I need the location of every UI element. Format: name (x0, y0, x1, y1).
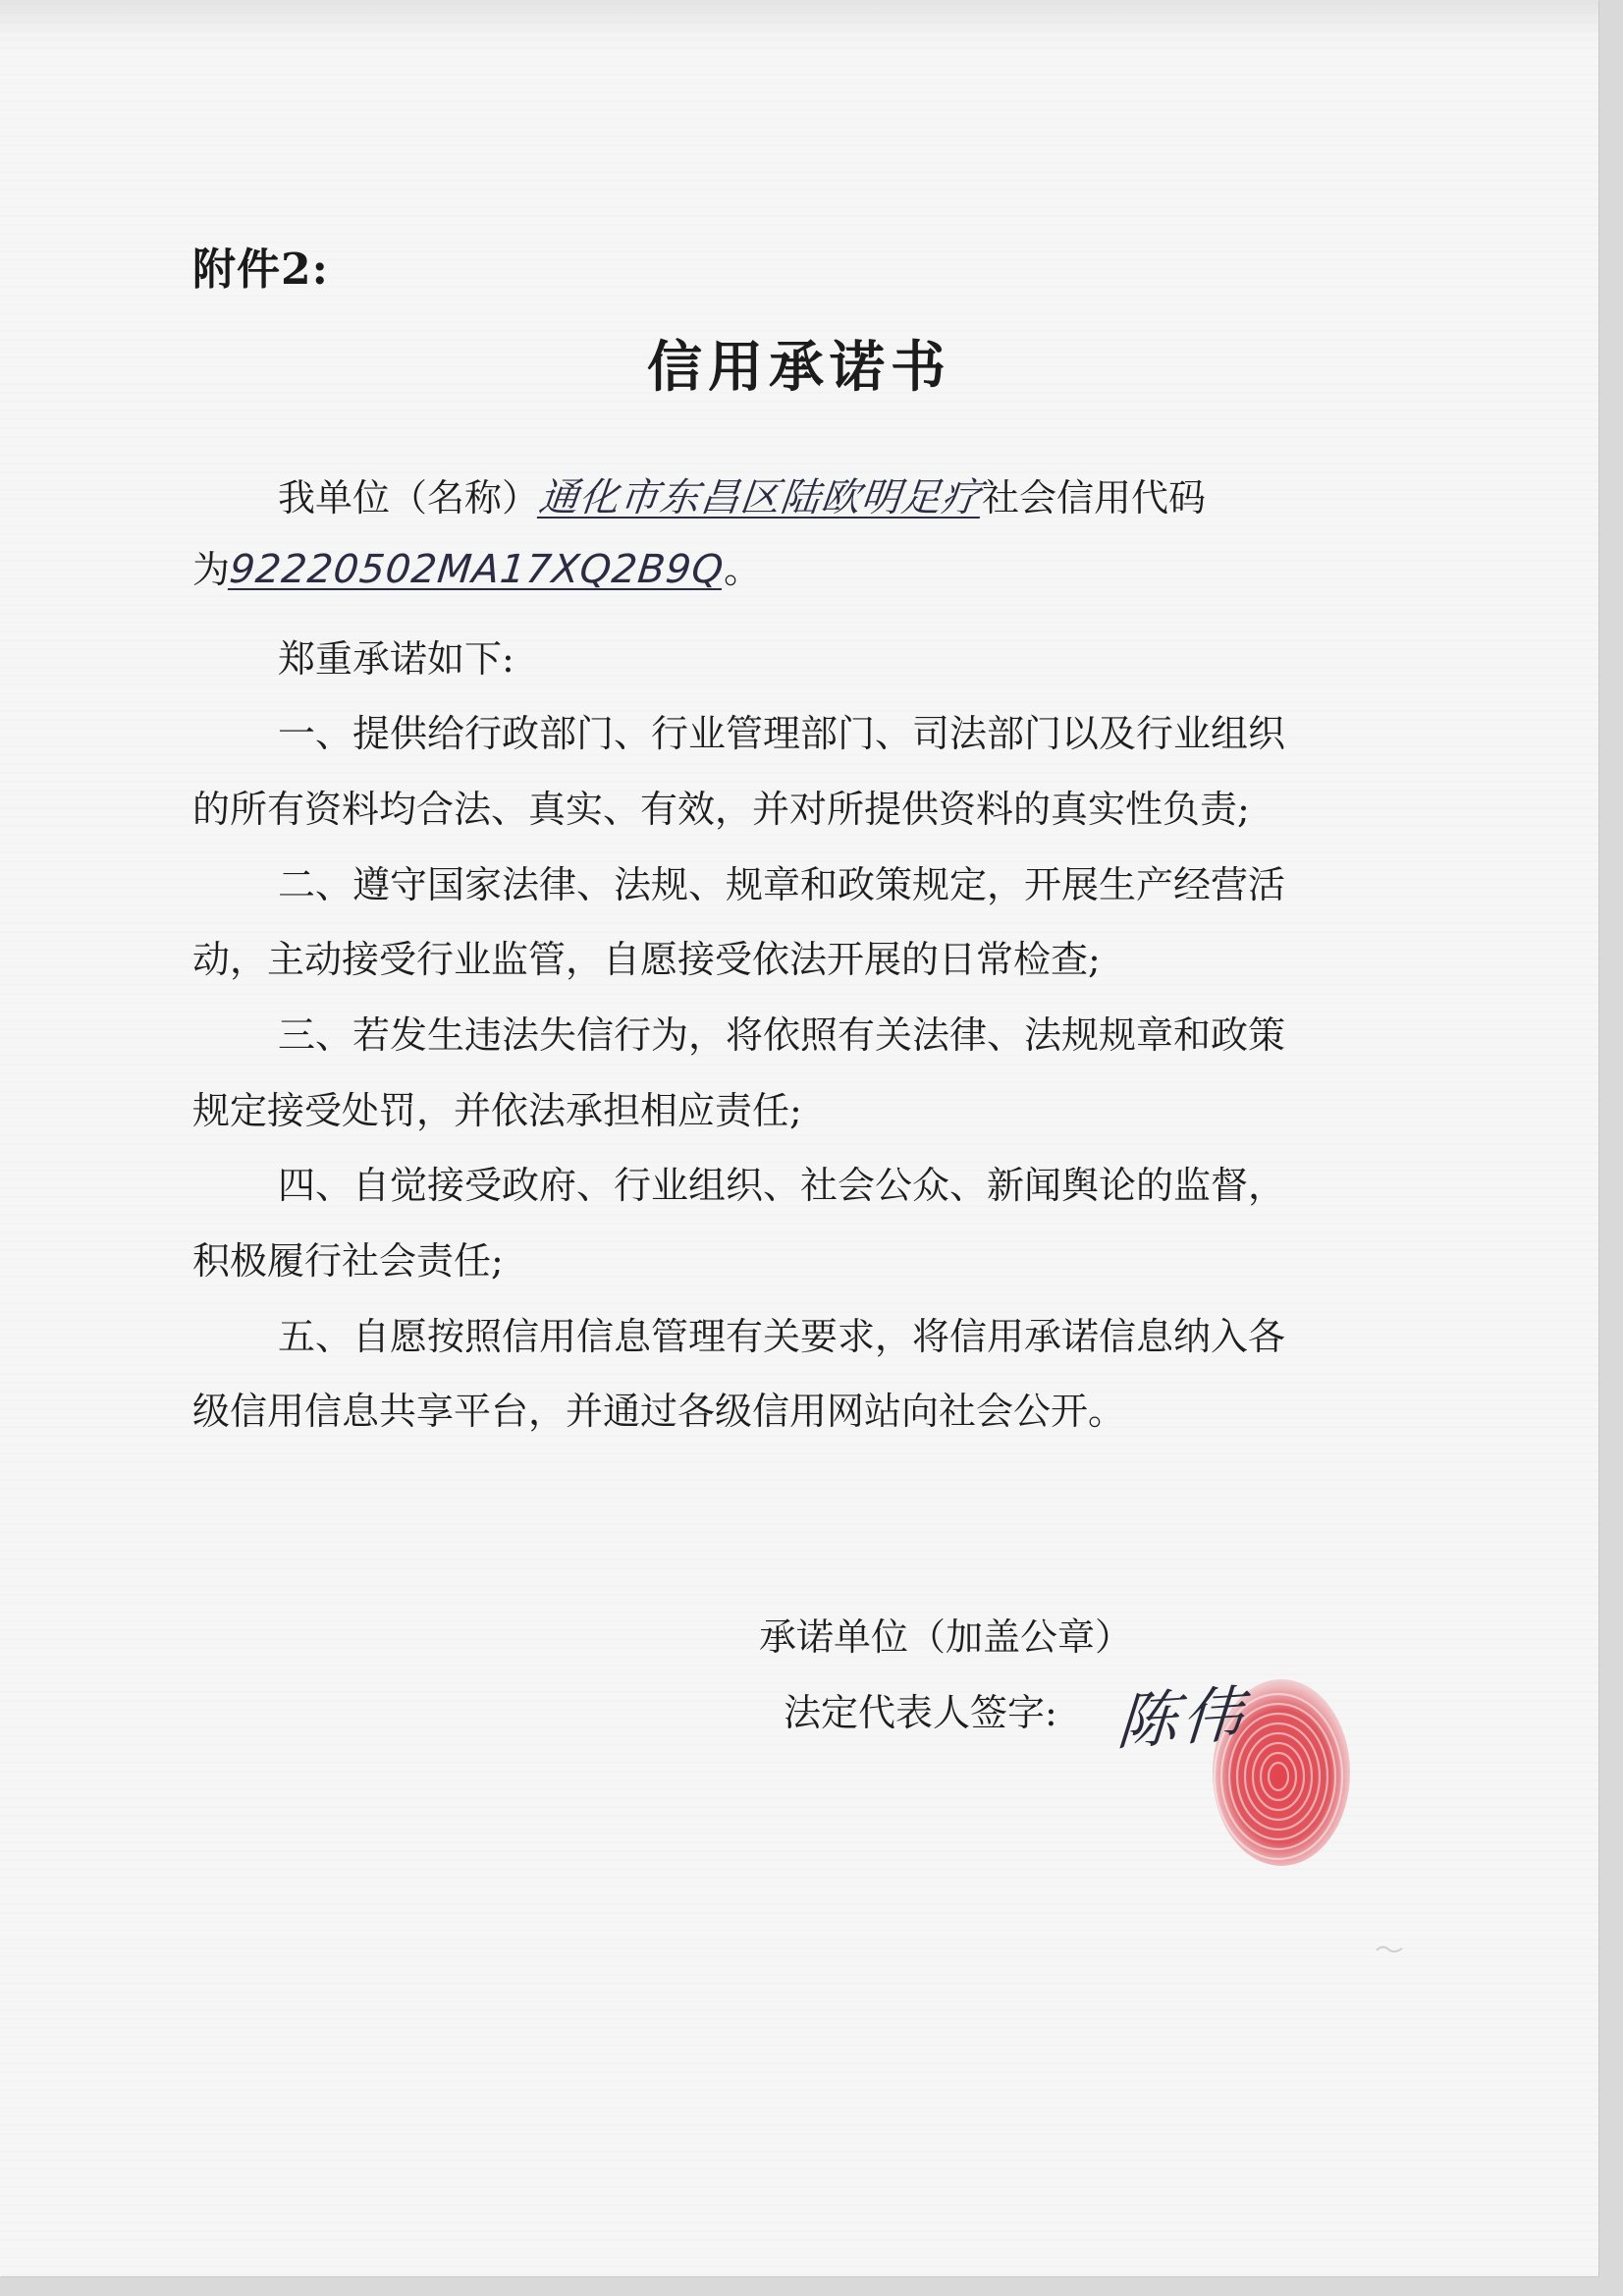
intro-prefix: 我单位（名称） (278, 476, 540, 519)
attachment-label: 附件2: (192, 245, 329, 295)
intro-line (278, 475, 1207, 520)
promise-heading: 郑重承诺如下: (278, 637, 514, 681)
promising-unit-label: 承诺单位（加盖公章） (759, 1615, 1133, 1659)
scan-speck (1375, 1942, 1404, 1956)
promise-item-2-line1: 二、遵守国家法律、法规、规章和政策规定，开展生产经营活 (278, 863, 1286, 906)
code-prefix: 为 (192, 548, 231, 591)
promise-item-1-line2: 的所有资料均合法、真实、有效，并对所提供资料的真实性负责; (192, 788, 1250, 831)
legal-rep-label: 法定代表人签字: (784, 1691, 1057, 1734)
document-title: 信用承诺书 (647, 335, 951, 400)
promise-item-4-line1: 四、自觉接受政府、行业组织、社会公众、新闻舆论的监督， (278, 1164, 1286, 1207)
promise-item-5-line2: 级信用信息共享平台，并通过各级信用网站向社会公开。 (192, 1390, 1126, 1433)
promise-item-5-line1: 五、自愿按照信用信息管理有关要求，将信用承诺信息纳入各 (278, 1315, 1286, 1358)
scan-shadow (0, 0, 1598, 35)
credit-code-line (192, 547, 762, 592)
code-suffix: 。 (724, 548, 762, 591)
credit-code-handwritten: 92220502MA17XQ2B9Q (227, 547, 727, 592)
promise-item-4-line2: 积极履行社会责任; (192, 1239, 504, 1283)
promise-item-3-line1: 三、若发生违法失信行为，将依照有关法律、法规规章和政策 (278, 1013, 1286, 1057)
promise-item-3-line2: 规定接受处罚，并依法承担相应责任; (192, 1089, 802, 1132)
promise-item-1-line1: 一、提供给行政部门、行业管理部门、司法部门以及行业组织 (278, 712, 1286, 755)
unit-name-handwritten: 通化市东昌区陆欧明足疗 (536, 475, 985, 520)
intro-suffix: 社会信用代码 (982, 476, 1207, 519)
handwritten-signature: 陈伟 (1114, 1677, 1250, 1759)
promise-item-2-line2: 动，主动接受行业监管，自愿接受依法开展的日常检查; (192, 938, 1101, 981)
